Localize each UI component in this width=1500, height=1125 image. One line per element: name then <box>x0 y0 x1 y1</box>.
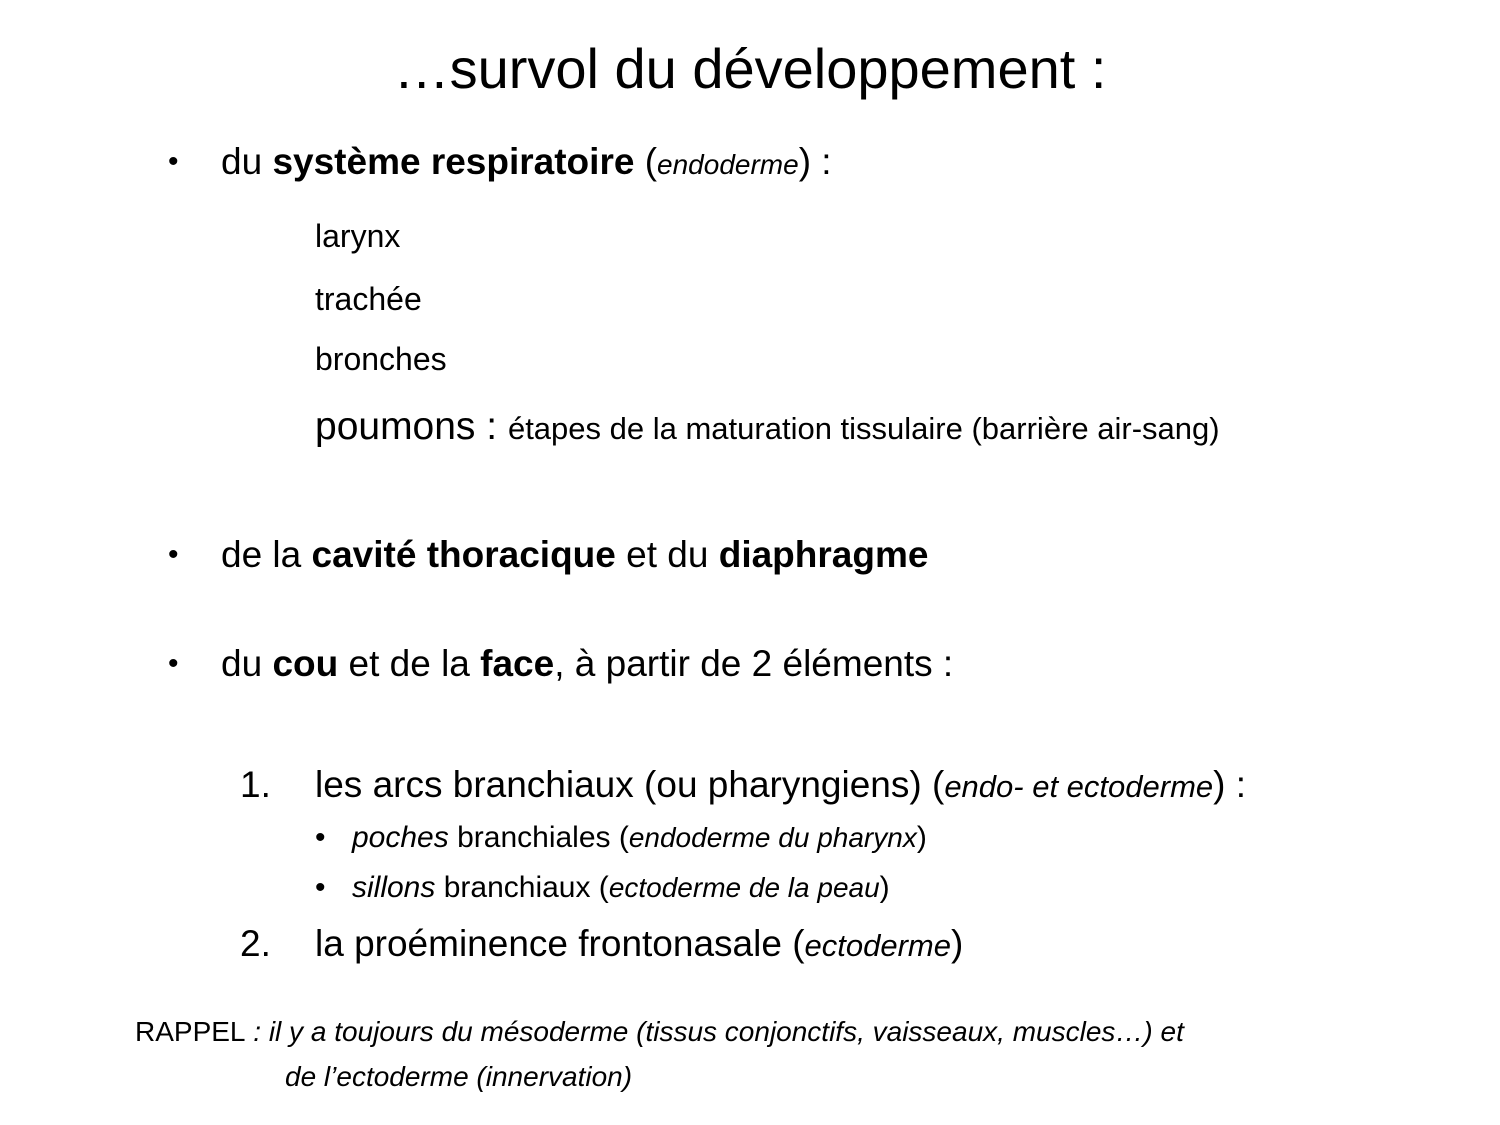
bold-text: cavité thoracique <box>311 534 616 575</box>
bullet-marker: • <box>168 145 179 178</box>
text: poumons : <box>315 405 508 448</box>
italic-text: ectoderme <box>804 928 951 963</box>
italic-text: endo- et ectoderme <box>944 769 1214 804</box>
text: ) <box>916 821 927 854</box>
item-bronches: bronches <box>315 341 447 377</box>
sub-bullet-marker: • <box>315 821 326 854</box>
item-trachee: trachée <box>315 281 422 317</box>
list-number: 1. <box>240 764 271 805</box>
text: ) <box>950 923 964 964</box>
italic-text: endoderme <box>657 149 799 180</box>
bold-text: diaphragme <box>718 534 929 575</box>
text: et de la <box>338 643 481 684</box>
text: la proéminence frontonasale ( <box>315 923 805 964</box>
text: branchiaux ( <box>435 871 609 904</box>
text: , à partir de 2 éléments : <box>554 643 954 684</box>
text: et du <box>615 534 719 575</box>
bold-text: système respiratoire <box>272 141 635 182</box>
text: du <box>221 643 273 684</box>
bullet-cou-face <box>221 642 953 686</box>
italic-text: : il y a toujours du mésoderme (tissus conjonctifs, vaisseaux, muscles…) et <box>245 1016 1184 1047</box>
rappel-line-2: de l’ectoderme (innervation) <box>285 1061 633 1092</box>
rappel-line-1 <box>135 1015 1184 1049</box>
bullet-marker: • <box>168 647 179 680</box>
bullet-thorax <box>221 533 928 577</box>
text: ) <box>879 871 890 904</box>
italic-text: ectoderme de la peau <box>608 872 880 903</box>
text: ) : <box>798 141 832 182</box>
item-poumons <box>315 404 1220 458</box>
slide-title: …survol du développement : <box>393 37 1107 100</box>
text: de la <box>221 534 312 575</box>
italic-text: endoderme du pharynx <box>628 822 917 853</box>
text: ) : <box>1213 764 1247 805</box>
italic-text: poches <box>352 821 449 854</box>
sub-item-poches <box>352 820 927 856</box>
list-item-frontonasale <box>315 922 963 968</box>
bold-text: cou <box>272 643 339 684</box>
bullet-respiratory <box>221 140 832 187</box>
text: du <box>221 141 273 182</box>
item-larynx: larynx <box>315 218 401 254</box>
italic-text: sillons <box>352 871 436 904</box>
text: branchiales ( <box>448 821 629 854</box>
bold-text: face <box>480 643 555 684</box>
text: les arcs branchiaux (ou pharyngiens) ( <box>315 764 945 805</box>
rappel-label: RAPPEL <box>135 1016 246 1047</box>
list-item-arcs <box>315 763 1246 809</box>
text: ( <box>634 141 658 182</box>
sub-item-sillons <box>352 870 890 906</box>
list-number: 2. <box>240 923 271 964</box>
bullet-marker: • <box>168 538 179 571</box>
text: étapes de la maturation tissulaire (barrière air-sang) <box>507 411 1220 446</box>
sub-bullet-marker: • <box>315 871 326 904</box>
